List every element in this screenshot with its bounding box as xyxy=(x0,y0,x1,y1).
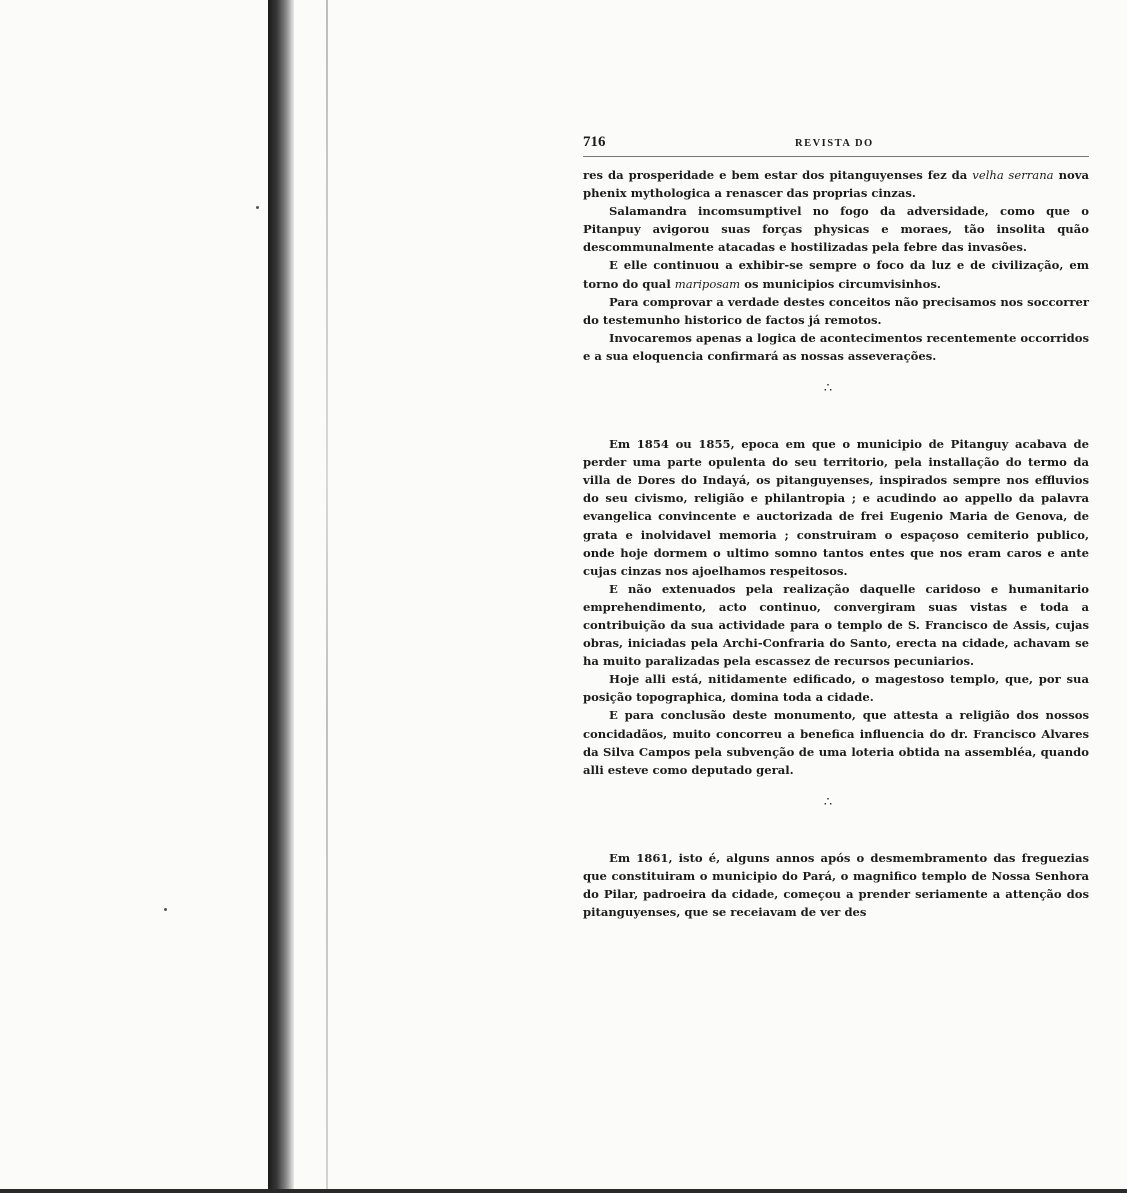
paragraph xyxy=(583,166,1089,202)
page-body xyxy=(583,166,1089,921)
text-section xyxy=(583,166,1089,365)
paper-speck xyxy=(256,206,259,209)
text-run: Em 1854 ou 1855, epoca em que o municipio de Pitanguy acabava de perder uma parte opulenta do seu territorio, pela installação do termo da villa de Dores do Indayá, os pitanguyenses, inspirados sempre nos effluvios do seu civismo, religião e philantropia ; e acudindo ao appello da palavra evangelica convincente e auctorizada de frei Eugenio Maria de Genova, de grata e inolvidavel memoria ; construiram o espaçoso cemiterio publico, onde hoje dormem o ultimo somno tantos entes que nos eram caros e ante cujas cinzas nos ajoelhamos respeitosos. xyxy=(583,437,1089,578)
paragraph xyxy=(583,435,1089,580)
text-run: Em 1861, isto é, alguns annos após o desmembramento das freguezias que constituiram o municipio do Pará, o magnifico templo de Nossa Senhora do Pilar, padroeira da cidade, começou a prender seriamente a attenção dos pitanguyenses, que se receiavam de ver des xyxy=(583,850,1089,920)
book-page xyxy=(583,132,1089,921)
text-run: Hoje alli está, nitidamente edificado, o magestoso templo, que, por sua posição topographica, domina toda a cidade. xyxy=(583,672,1089,705)
text-run: Para comprovar a verdade destes conceitos não precisamos nos soccorrer do testemunho historico de factos já remotos. xyxy=(583,294,1089,327)
text-run: E não extenuados pela realização daquelle caridoso e humanitario emprehendimento, acto continuo, convergiram suas vistas e toda a contribuição da sua actividade para o templo de S. Francisco de Assis, cujas obras, iniciadas pela Archi-Confraria do Santo, erecta na cidade, achavam se ha muito paralizadas pela escassez de recursos pecuniarios. xyxy=(583,581,1089,669)
section-separator-asterism: ∴ xyxy=(823,794,833,810)
text-run: res da prosperidade e bem estar dos pitanguyenses fez da xyxy=(583,168,973,182)
text-run: Salamandra incomsumptivel no fogo da adversidade, como que o Pitanpuy avigorou suas forças physicas e moraes, tão insolita quão descommunalmente atacadas e hostilizadas pela febre das invasões. xyxy=(583,204,1089,255)
section-separator-asterism: ∴ xyxy=(823,381,833,397)
paragraph xyxy=(583,202,1089,256)
italic-phrase: mariposam xyxy=(674,276,741,291)
text-run: os municipios circumvisinhos. xyxy=(740,276,941,291)
text-section xyxy=(583,849,1089,921)
page-gutter-shadow xyxy=(268,0,294,1193)
paragraph xyxy=(583,329,1089,365)
text-section xyxy=(583,435,1089,779)
paragraph xyxy=(583,849,1089,921)
text-run: Invocaremos apenas a logica de acontecimentos recentemente occorridos e a sua eloquencia confirmará as nossas asseverações. xyxy=(583,330,1089,363)
paragraph xyxy=(583,580,1089,670)
paragraph xyxy=(583,256,1089,292)
paragraph xyxy=(583,670,1089,706)
scan-bottom-edge xyxy=(0,1189,1127,1193)
running-title: REVISTA DO xyxy=(795,138,874,149)
text-run: nova phenix mythologica a renascer das proprias cinzas. xyxy=(583,168,1090,201)
text-run: E elle continuou a exhibir-se sempre o foco da luz e de civilização, em torno do qual xyxy=(583,258,1089,291)
page-number: 716 xyxy=(583,134,606,150)
page-fold-line xyxy=(326,0,328,1193)
page-header xyxy=(583,132,1089,157)
italic-phrase: velha serrana xyxy=(972,168,1054,182)
paper-speck xyxy=(164,908,167,911)
paragraph xyxy=(583,706,1089,778)
paragraph xyxy=(583,293,1089,329)
text-run: E para conclusão deste monumento, que attesta a religião dos nossos concidadãos, muito concorreu a benefica influencia do dr. Francisco Alvares da Silva Campos pela subvenção de uma loteria obtida na assembléa, quando alli esteve como deputado geral. xyxy=(583,708,1089,777)
